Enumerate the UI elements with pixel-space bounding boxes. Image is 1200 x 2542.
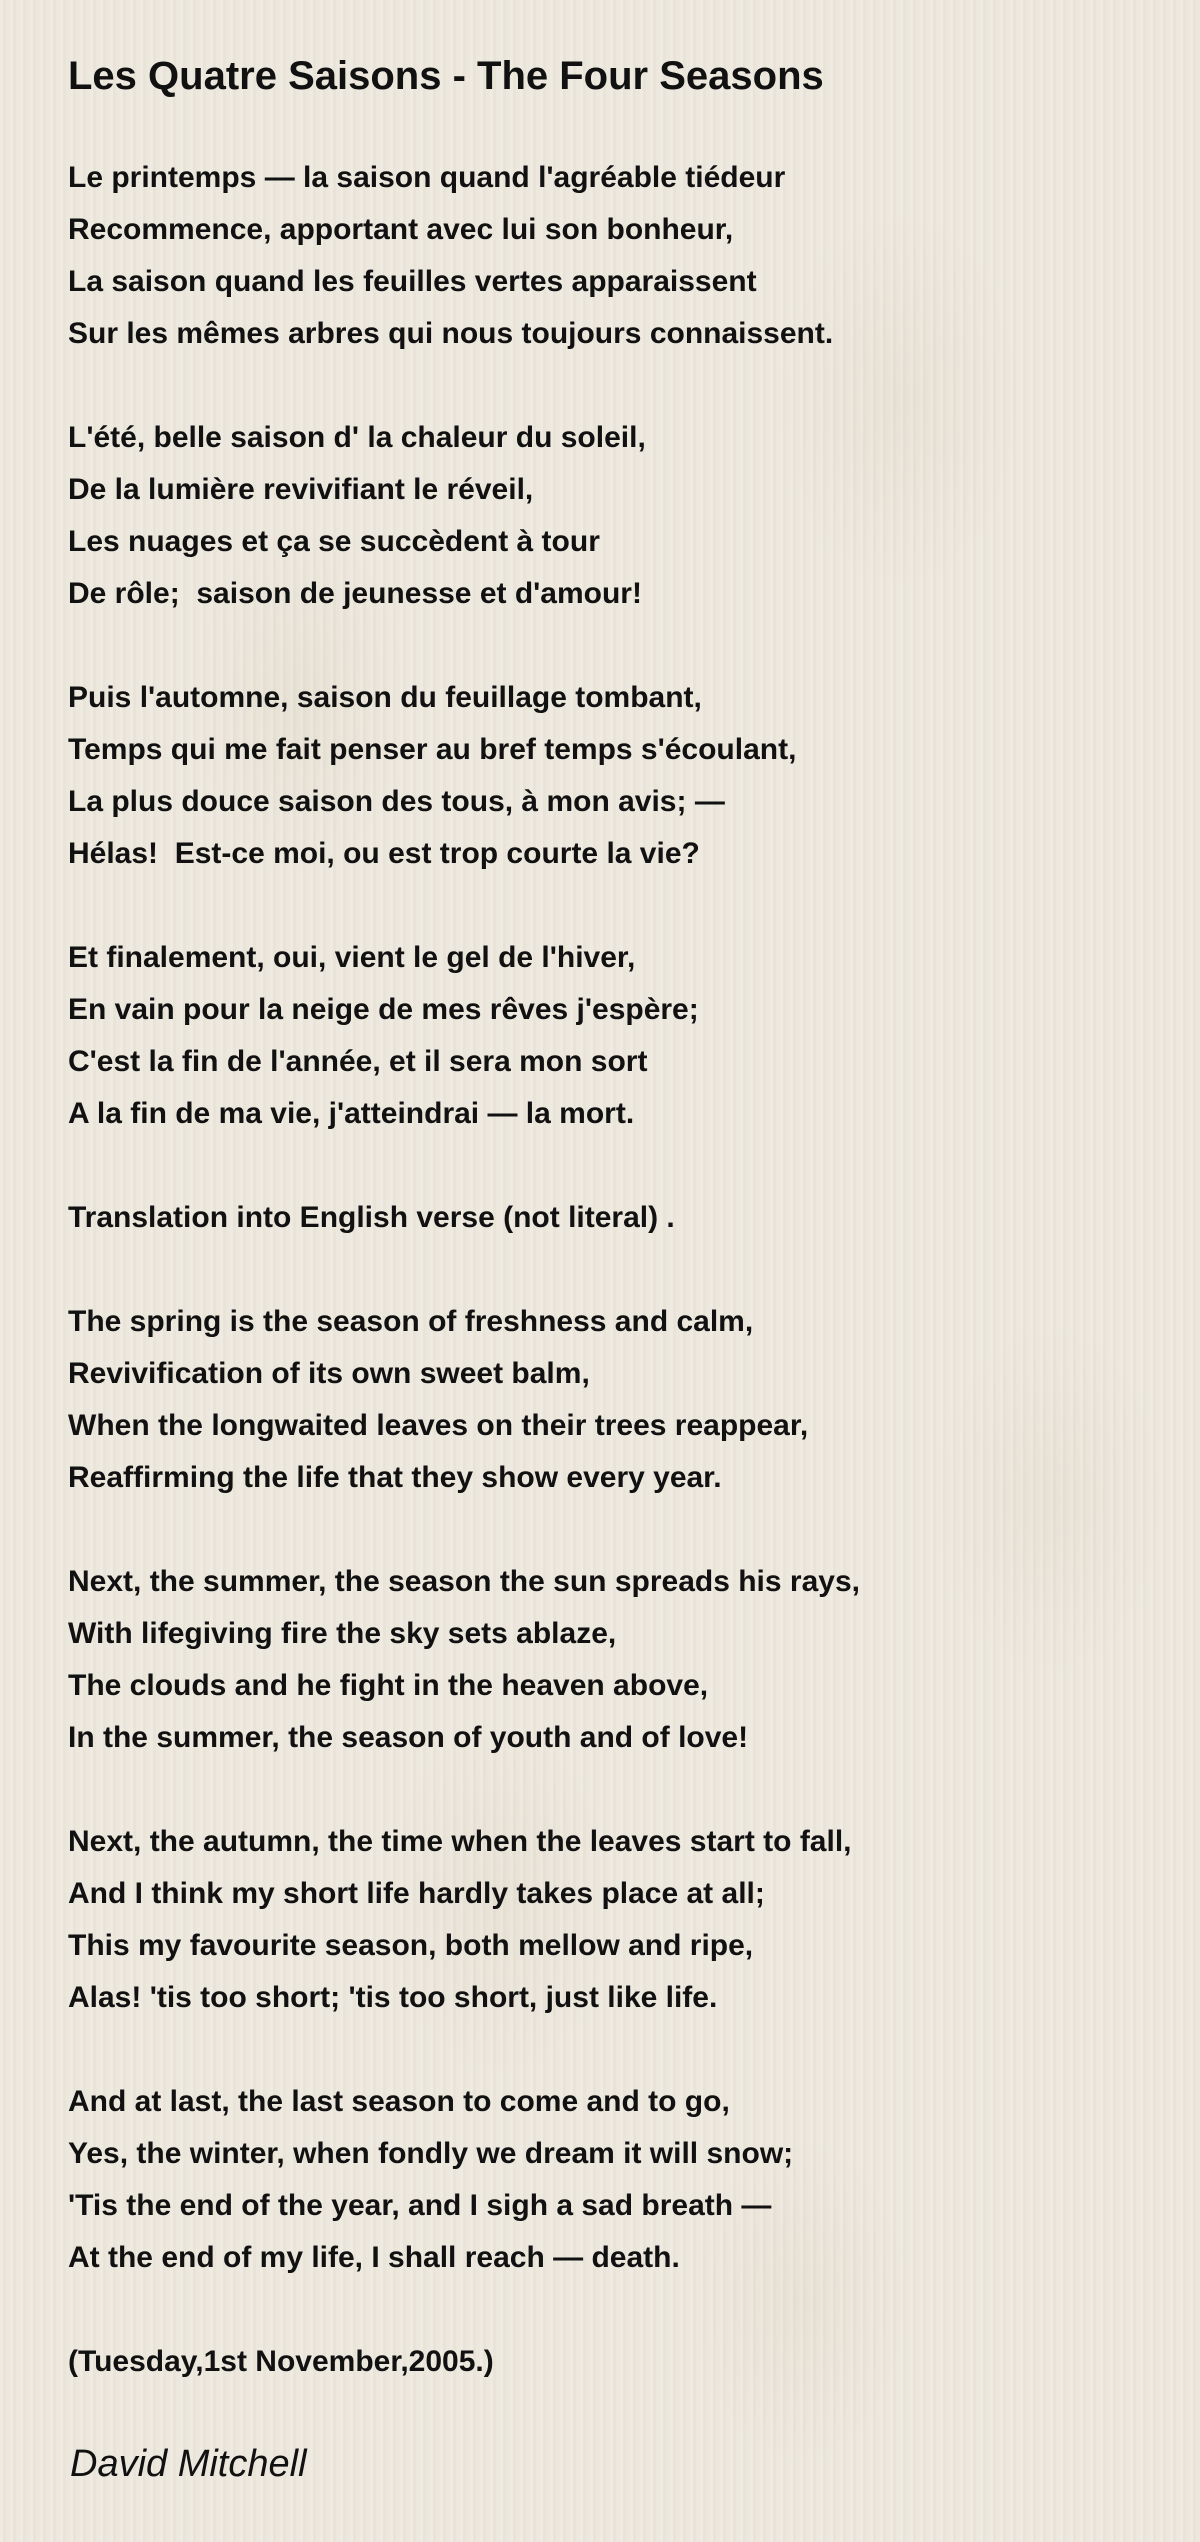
stanza-english-autumn [68,1816,1168,2024]
stanza-french-winter [68,932,1168,1140]
translation-heading: Translation into English verse (not literal) . [68,1201,675,1234]
poem-line: A la fin de ma vie, j'atteindrai — la mort. [68,1097,635,1130]
poem-line: La plus douce saison des tous, à mon avis; — [68,785,725,818]
poem-line: At the end of my life, I shall reach — death. [68,2241,680,2274]
poem-line: In the summer, the season of youth and of love! [68,1721,749,1754]
poem-line: Reaffirming the life that they show every year. [68,1461,722,1494]
poem-line: C'est la fin de l'année, et il sera mon sort [68,1045,648,1078]
poem-line: De rôle; saison de jeunesse et d'amour! [68,577,642,610]
poem-line: Yes, the winter, when fondly we dream it will snow; [68,2137,794,2170]
stanza-english-winter [68,2076,1168,2284]
poem-line: 'Tis the end of the year, and I sigh a sad breath — [68,2189,772,2222]
stanza-french-autumn [68,672,1168,880]
poem-line: La saison quand les feuilles vertes apparaissent [68,265,757,298]
stanza-french-spring [68,152,1168,360]
poem-line: The clouds and he fight in the heaven above, [68,1669,709,1702]
stanza-english-spring [68,1296,1168,1504]
poem-line: Next, the summer, the season the sun spreads his rays, [68,1565,860,1598]
poem-line: And I think my short life hardly takes place at all; [68,1877,765,1910]
poem-line: En vain pour la neige de mes rêves j'espère; [68,993,699,1026]
poem-date-block [68,2336,1168,2388]
stanza-french-summer [68,412,1168,620]
poem-line: Et finalement, oui, vient le gel de l'hiver, [68,941,636,974]
poem-date: (Tuesday,1st November,2005.) [68,2345,494,2378]
poem-line: The spring is the season of freshness and calm, [68,1305,754,1338]
poem-line: Les nuages et ça se succèdent à tour [68,525,600,558]
poem-line: L'été, belle saison d' la chaleur du soleil, [68,421,646,454]
stanza-english-summer [68,1556,1168,1764]
poem-line: Hélas! Est-ce moi, ou est trop courte la vie? [68,837,700,870]
poem-line: Puis l'automne, saison du feuillage tombant, [68,681,702,714]
poem-line: And at last, the last season to come and to go, [68,2085,730,2118]
poem-line: When the longwaited leaves on their trees reappear, [68,1409,809,1442]
poem-line: This my favourite season, both mellow and ripe, [68,1929,754,1962]
poem-line: Recommence, apportant avec lui son bonheur, [68,213,734,246]
poem-line: Alas! 'tis too short; 'tis too short, just like life. [68,1981,718,2014]
poem-title: Les Quatre Saisons - The Four Seasons [68,54,824,98]
poem-line: Le printemps — la saison quand l'agréable tiédeur [68,161,786,194]
translation-note [68,1192,1168,1244]
author-name: David Mitchell [70,2443,307,2485]
poem-line: Next, the autumn, the time when the leaves start to fall, [68,1825,852,1858]
poem-line: Temps qui me fait penser au bref temps s'écoulant, [68,733,797,766]
poem-line: With lifegiving fire the sky sets ablaze, [68,1617,617,1650]
poem-line: Revivification of its own sweet balm, [68,1357,590,1390]
poem-line: De la lumière revivifiant le réveil, [68,473,534,506]
poem-line: Sur les mêmes arbres qui nous toujours connaissent. [68,317,834,350]
poem-body [68,152,1168,2440]
